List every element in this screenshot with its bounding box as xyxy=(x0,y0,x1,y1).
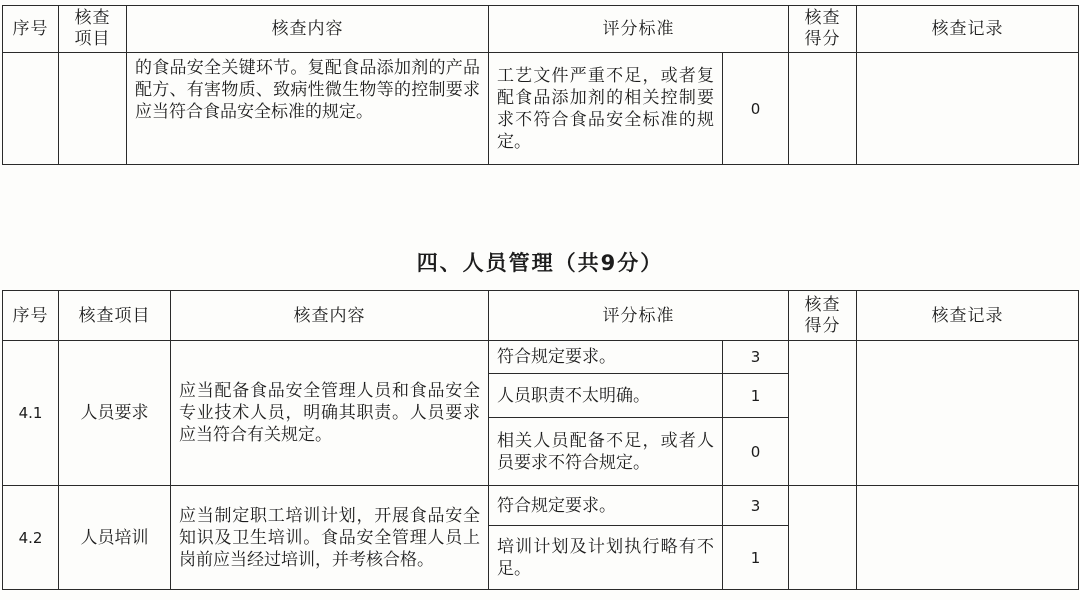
header-item-line1: 核查 xyxy=(74,8,111,28)
header-seq: 序号 xyxy=(3,6,59,53)
header-score-line1: 核查 xyxy=(804,294,841,315)
standard-cell: 工艺文件严重不足，或者复配食品添加剂的相关控制要求不符合食品安全标准的规定。 xyxy=(489,53,723,165)
item-cell: 人员培训 xyxy=(59,486,171,590)
header-content: 核查内容 xyxy=(127,6,489,53)
table-row xyxy=(3,486,1079,526)
header-content: 核查内容 xyxy=(171,291,489,341)
seq-cell: 4.2 xyxy=(3,486,59,590)
table-header-row xyxy=(3,291,1079,341)
criterion-points: 1 xyxy=(723,526,789,590)
criterion-text: 人员职责不太明确。 xyxy=(489,374,723,418)
seq-cell xyxy=(3,53,59,165)
header-score-line2: 得分 xyxy=(804,315,841,336)
criterion-text: 相关人员配备不足，或者人员要求不符合规定。 xyxy=(489,418,723,486)
content-cell: 应当配备食品安全管理人员和食品安全专业技术人员，明确其职责。人员要求应当符合有关规定。 xyxy=(171,341,489,486)
header-record: 核查记录 xyxy=(857,6,1079,53)
criterion-points: 3 xyxy=(723,486,789,526)
item-cell: 人员要求 xyxy=(59,341,171,486)
record-cell xyxy=(857,486,1079,590)
item-cell xyxy=(59,53,127,165)
points-cell: 0 xyxy=(723,53,789,165)
score-cell xyxy=(789,486,857,590)
header-record: 核查记录 xyxy=(857,291,1079,341)
header-item: 核查项目 xyxy=(59,291,171,341)
seq-cell: 4.1 xyxy=(3,341,59,486)
header-standard: 评分标准 xyxy=(489,6,789,53)
header-score-line2: 得分 xyxy=(804,29,841,49)
header-score-line1: 核查 xyxy=(804,8,841,28)
criterion-points: 0 xyxy=(723,418,789,486)
table-row xyxy=(3,53,1079,165)
header-standard: 评分标准 xyxy=(489,291,789,341)
criterion-points: 3 xyxy=(723,341,789,374)
content-cell: 的食品安全关键环节。复配食品添加剂的产品配方、有害物质、致病性微生物等的控制要求应当符合食品安全标准的规定。 xyxy=(127,53,489,165)
score-cell xyxy=(789,53,857,165)
criterion-text: 培训计划及计划执行略有不足。 xyxy=(489,526,723,590)
top-table xyxy=(2,5,1079,165)
record-cell xyxy=(857,341,1079,486)
content-cell: 应当制定职工培训计划，开展食品安全知识及卫生培训。食品安全管理人员上岗前应当经过培训，并考核合格。 xyxy=(171,486,489,590)
header-score xyxy=(789,291,857,341)
criterion-points: 1 xyxy=(723,374,789,418)
record-cell xyxy=(857,53,1079,165)
table-header-row xyxy=(3,6,1079,53)
header-score xyxy=(789,6,857,53)
criterion-text: 符合规定要求。 xyxy=(489,486,723,526)
score-cell xyxy=(789,341,857,486)
section-title: 四、人员管理（共9分） xyxy=(416,251,664,275)
personnel-table xyxy=(2,290,1079,590)
criterion-text: 符合规定要求。 xyxy=(489,341,723,374)
header-seq: 序号 xyxy=(3,291,59,341)
header-item xyxy=(59,6,127,53)
header-item-line2: 项目 xyxy=(74,29,111,49)
table-row xyxy=(3,341,1079,374)
